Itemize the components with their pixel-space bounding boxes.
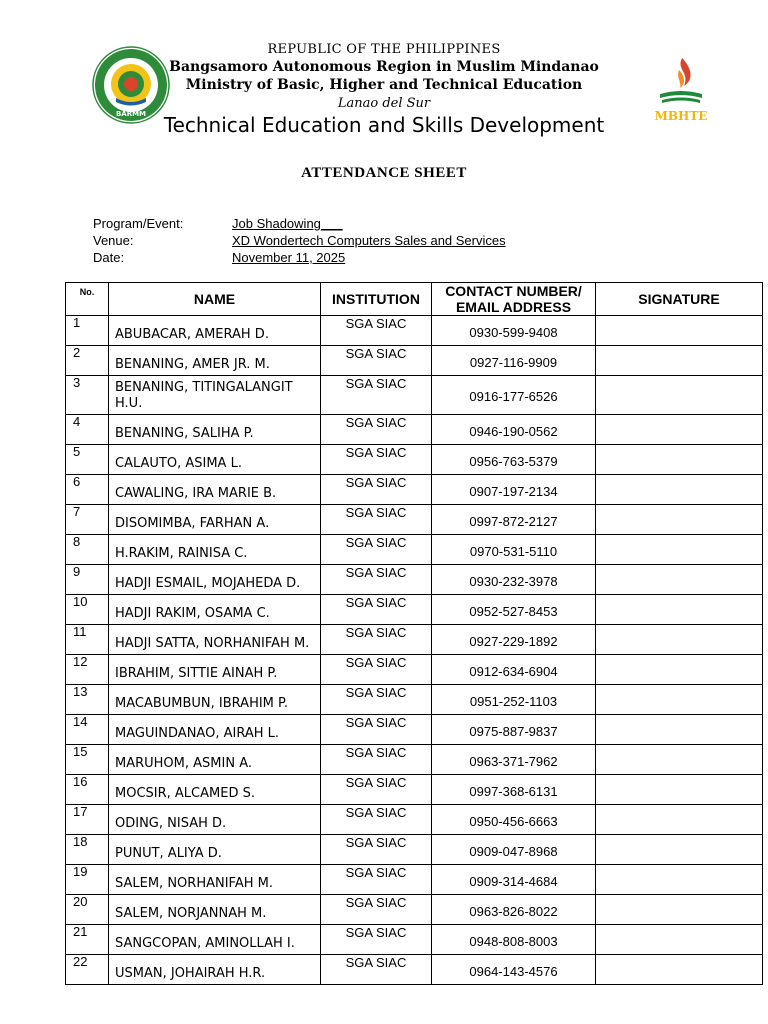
row-name: MARUHOM, ASMIN A. <box>109 745 321 775</box>
row-signature[interactable] <box>596 925 763 955</box>
row-name: H.RAKIM, RAINISA C. <box>109 535 321 565</box>
table-row <box>66 865 763 895</box>
row-signature[interactable] <box>596 625 763 655</box>
row-number: 10 <box>66 595 109 625</box>
row-number: 8 <box>66 535 109 565</box>
row-contact: 0930-599-9408 <box>432 316 596 346</box>
row-signature[interactable] <box>596 715 763 745</box>
venue-value: XD Wondertech Computers Sales and Services <box>232 233 506 248</box>
table-row <box>66 445 763 475</box>
header-signature: SIGNATURE <box>596 283 763 316</box>
table-row <box>66 505 763 535</box>
row-signature[interactable] <box>596 835 763 865</box>
document-header <box>0 0 768 160</box>
row-signature[interactable] <box>596 865 763 895</box>
row-name: BENANING, AMER JR. M. <box>109 346 321 376</box>
row-name: MAGUINDANAO, AIRAH L. <box>109 715 321 745</box>
row-name: SALEM, NORHANIFAH M. <box>109 865 321 895</box>
row-name: HADJI RAKIM, OSAMA C. <box>109 595 321 625</box>
row-institution: SGA SIAC <box>321 595 432 625</box>
row-name: BENANING, TITINGALANGIT H.U. <box>109 376 321 415</box>
header-no: No. <box>66 283 109 316</box>
program-row <box>93 215 506 232</box>
row-number: 17 <box>66 805 109 835</box>
row-contact: 0907-197-2134 <box>432 475 596 505</box>
row-institution: SGA SIAC <box>321 745 432 775</box>
table-row <box>66 535 763 565</box>
row-institution: SGA SIAC <box>321 835 432 865</box>
row-number: 20 <box>66 895 109 925</box>
row-contact: 0963-371-7962 <box>432 745 596 775</box>
table-row <box>66 565 763 595</box>
row-institution: SGA SIAC <box>321 625 432 655</box>
mbhte-logo-text: MBHTE <box>654 109 708 123</box>
mbhte-logo <box>646 40 716 124</box>
row-signature[interactable] <box>596 655 763 685</box>
row-contact: 0964-143-4576 <box>432 955 596 985</box>
table-row <box>66 775 763 805</box>
row-contact: 0956-763-5379 <box>432 445 596 475</box>
row-name: IBRAHIM, SITTIE AINAH P. <box>109 655 321 685</box>
table-row <box>66 925 763 955</box>
row-institution: SGA SIAC <box>321 925 432 955</box>
row-number: 11 <box>66 625 109 655</box>
row-contact: 0927-229-1892 <box>432 625 596 655</box>
row-signature[interactable] <box>596 376 763 415</box>
row-number: 13 <box>66 685 109 715</box>
table-row <box>66 895 763 925</box>
row-institution: SGA SIAC <box>321 376 432 415</box>
date-row <box>93 249 506 266</box>
seal-text: BARMM <box>115 110 147 118</box>
row-signature[interactable] <box>596 535 763 565</box>
table-row <box>66 655 763 685</box>
row-institution: SGA SIAC <box>321 475 432 505</box>
row-signature[interactable] <box>596 775 763 805</box>
row-contact: 0963-826-8022 <box>432 895 596 925</box>
row-signature[interactable] <box>596 316 763 346</box>
row-institution: SGA SIAC <box>321 565 432 595</box>
row-name: MOCSIR, ALCAMED S. <box>109 775 321 805</box>
row-contact: 0916-177-6526 <box>432 376 596 415</box>
row-number: 6 <box>66 475 109 505</box>
row-institution: SGA SIAC <box>321 316 432 346</box>
header-contact: CONTACT NUMBER/ EMAIL ADDRESS <box>432 283 596 316</box>
row-contact: 0997-872-2127 <box>432 505 596 535</box>
event-info <box>93 215 506 266</box>
row-number: 14 <box>66 715 109 745</box>
table-row <box>66 346 763 376</box>
row-institution: SGA SIAC <box>321 445 432 475</box>
row-number: 3 <box>66 376 109 415</box>
row-number: 9 <box>66 565 109 595</box>
row-institution: SGA SIAC <box>321 346 432 376</box>
table-row <box>66 805 763 835</box>
row-name: SANGCOPAN, AMINOLLAH I. <box>109 925 321 955</box>
table-row <box>66 475 763 505</box>
table-row <box>66 316 763 346</box>
row-contact: 0909-314-4684 <box>432 865 596 895</box>
row-contact: 0948-808-8003 <box>432 925 596 955</box>
row-name: USMAN, JOHAIRAH H.R. <box>109 955 321 985</box>
row-institution: SGA SIAC <box>321 865 432 895</box>
row-contact: 0950-456-6663 <box>432 805 596 835</box>
table-row <box>66 415 763 445</box>
row-number: 5 <box>66 445 109 475</box>
row-number: 22 <box>66 955 109 985</box>
row-signature[interactable] <box>596 805 763 835</box>
row-number: 1 <box>66 316 109 346</box>
row-name: HADJI SATTA, NORHANIFAH M. <box>109 625 321 655</box>
row-name: HADJI ESMAIL, MOJAHEDA D. <box>109 565 321 595</box>
row-contact: 0997-368-6131 <box>432 775 596 805</box>
row-number: 16 <box>66 775 109 805</box>
row-contact: 0970-531-5110 <box>432 535 596 565</box>
row-contact: 0975-887-9837 <box>432 715 596 745</box>
row-signature[interactable] <box>596 445 763 475</box>
ministry-heading: Ministry of Basic, Higher and Technical Education <box>185 77 583 93</box>
row-name: CALAUTO, ASIMA L. <box>109 445 321 475</box>
row-signature[interactable] <box>596 346 763 376</box>
row-number: 19 <box>66 865 109 895</box>
row-name: CAWALING, IRA MARIE B. <box>109 475 321 505</box>
header-name: NAME <box>109 283 321 316</box>
row-name: DISOMIMBA, FARHAN A. <box>109 505 321 535</box>
row-institution: SGA SIAC <box>321 415 432 445</box>
republic-heading: REPUBLIC OF THE PHILIPPINES <box>267 42 501 57</box>
row-name: BENANING, SALIHA P. <box>109 415 321 445</box>
row-number: 15 <box>66 745 109 775</box>
row-contact: 0952-527-8453 <box>432 595 596 625</box>
table-header-row <box>66 283 763 316</box>
header-institution: INSTITUTION <box>321 283 432 316</box>
table-row <box>66 625 763 655</box>
region-heading: Bangsamoro Autonomous Region in Muslim Mindanao <box>169 59 599 75</box>
attendance-table <box>65 282 763 985</box>
program-value: Job Shadowing___ <box>232 216 343 231</box>
table-row <box>66 835 763 865</box>
row-signature[interactable] <box>596 565 763 595</box>
row-signature[interactable] <box>596 955 763 985</box>
row-name: ODING, NISAH D. <box>109 805 321 835</box>
row-contact: 0946-190-0562 <box>432 415 596 445</box>
province-heading: Lanao del Sur <box>337 96 431 111</box>
row-contact: 0909-047-8968 <box>432 835 596 865</box>
row-signature[interactable] <box>596 415 763 445</box>
program-label: Program/Event: <box>93 216 184 231</box>
row-institution: SGA SIAC <box>321 775 432 805</box>
row-number: 21 <box>66 925 109 955</box>
office-heading: Technical Education and Skills Development <box>163 113 605 137</box>
row-signature[interactable] <box>596 895 763 925</box>
row-institution: SGA SIAC <box>321 655 432 685</box>
row-institution: SGA SIAC <box>321 685 432 715</box>
sheet-title: ATTENDANCE SHEET <box>301 165 467 181</box>
row-number: 12 <box>66 655 109 685</box>
row-institution: SGA SIAC <box>321 505 432 535</box>
row-institution: SGA SIAC <box>321 535 432 565</box>
table-row <box>66 595 763 625</box>
row-signature[interactable] <box>596 475 763 505</box>
row-name: ABUBACAR, AMERAH D. <box>109 316 321 346</box>
row-number: 7 <box>66 505 109 535</box>
row-signature[interactable] <box>596 745 763 775</box>
table-row <box>66 715 763 745</box>
venue-row <box>93 232 506 249</box>
table-row <box>66 955 763 985</box>
row-institution: SGA SIAC <box>321 715 432 745</box>
venue-label: Venue: <box>93 233 134 248</box>
row-contact: 0930-232-3978 <box>432 565 596 595</box>
row-number: 18 <box>66 835 109 865</box>
table-row <box>66 745 763 775</box>
row-name: PUNUT, ALIYA D. <box>109 835 321 865</box>
row-name: MACABUMBUN, IBRAHIM P. <box>109 685 321 715</box>
row-institution: SGA SIAC <box>321 955 432 985</box>
row-signature[interactable] <box>596 595 763 625</box>
row-institution: SGA SIAC <box>321 805 432 835</box>
row-institution: SGA SIAC <box>321 895 432 925</box>
row-signature[interactable] <box>596 505 763 535</box>
row-number: 4 <box>66 415 109 445</box>
row-contact: 0951-252-1103 <box>432 685 596 715</box>
row-contact: 0927-116-9909 <box>432 346 596 376</box>
row-signature[interactable] <box>596 685 763 715</box>
row-name: SALEM, NORJANNAH M. <box>109 895 321 925</box>
row-contact: 0912-634-6904 <box>432 655 596 685</box>
table-row <box>66 376 763 415</box>
row-number: 2 <box>66 346 109 376</box>
date-value: November 11, 2025 <box>232 250 346 265</box>
table-row <box>66 685 763 715</box>
date-label: Date: <box>93 250 125 265</box>
